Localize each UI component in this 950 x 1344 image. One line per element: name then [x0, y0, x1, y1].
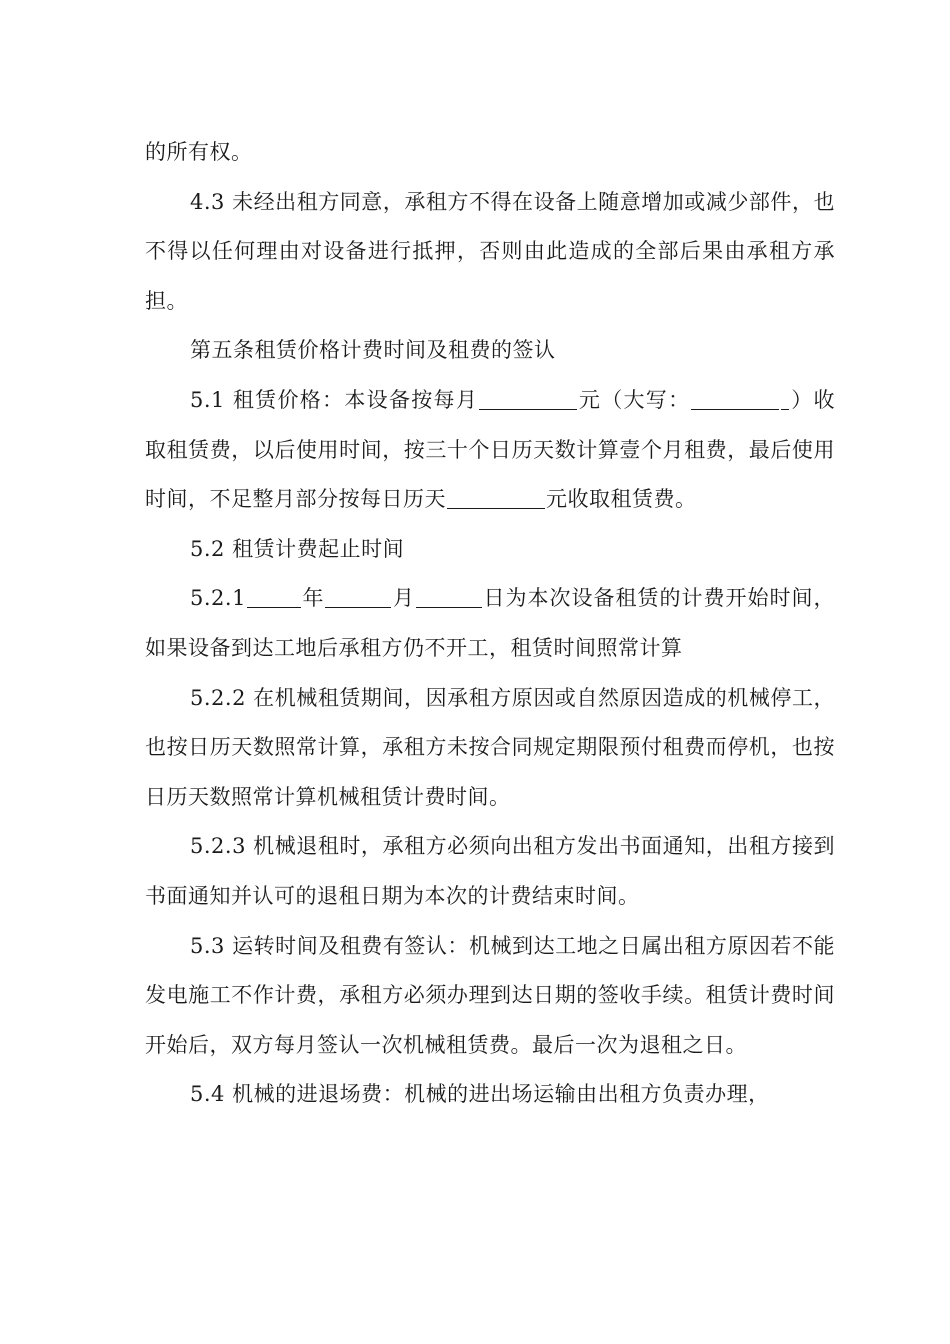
price-capital-blank[interactable]	[691, 387, 779, 410]
heading-text: 第五条租赁价格计费时间及租费的签认	[190, 338, 556, 363]
paragraph-4-3	[145, 178, 835, 327]
paragraph-text: 5.2.3 机械退租时，承租方必须向出租方发出书面通知，出租方接到书面通知并认可的退租日期为本次的计费结束时间。	[145, 834, 835, 908]
article-5-heading	[145, 326, 835, 376]
paragraph-5-2-3	[145, 822, 835, 921]
paragraph-text: 的所有权。	[145, 140, 253, 164]
paragraph-5-3	[145, 922, 835, 1071]
paragraph-text: 5.1 租赁价格：本设备按每月	[190, 387, 479, 412]
paragraph-text: ）收取租赁费，以后使用时间，按三十个日历天数计算壹个月租费，最后使用时间，不足整月部分按每日历天	[145, 387, 835, 512]
paragraph-text: 5.2 租赁计费起止时间	[190, 536, 405, 561]
paragraph-text: 5.2.2 在机械租赁期间，因承租方原因或自然原因造成的机械停工，也按日历天数照常计算，承租方未按合同规定期限预付租费而停机，也按日历天数照常计算机械租赁计费时间。	[145, 685, 835, 809]
start-month-blank[interactable]	[325, 585, 391, 608]
monthly-price-blank[interactable]	[479, 387, 577, 410]
paragraph-text: 5.4 机械的进退场费：机械的进出场运输由出租方负责办理，	[190, 1082, 770, 1107]
paragraph-5-4	[145, 1070, 835, 1120]
paragraph-5-2-2	[145, 674, 835, 823]
paragraph-text: 4.3 未经出租方同意，承租方不得在设备上随意增加或减少部件，也不得以任何理由对设备进行抵押，否则由此造成的全部后果由承租方承担。	[145, 189, 835, 313]
paragraph-text: 年	[301, 586, 325, 611]
paragraph-text: 元收取租赁费。	[546, 487, 697, 512]
paragraph-5-2-1	[145, 574, 835, 673]
price-capital-blank-tail[interactable]	[781, 387, 789, 410]
paragraph-5-2	[145, 525, 835, 575]
paragraph-text: 月	[392, 586, 415, 611]
paragraph-text: 5.3 运转时间及租费有签认：机械到达工地之日属出租方原因若不能发电施工不作计费，承租方必须办理到达日期的签收手续。租赁计费时间开始后，双方每月签认一次机械租赁费。最后一次为退租之日。	[145, 933, 835, 1057]
daily-price-blank[interactable]	[447, 486, 545, 509]
start-day-blank[interactable]	[416, 585, 482, 608]
paragraph-5-1	[145, 376, 835, 525]
paragraph-text: 日为本次设备租赁的计费开始时间，如果设备到达工地后承租方仍不开工，租赁时间照常计算	[145, 586, 836, 660]
paragraph-text: 5.2.1	[190, 586, 246, 611]
paragraph-text: 元（大写：	[578, 387, 691, 412]
start-year-blank[interactable]	[247, 585, 301, 608]
document-body	[145, 128, 835, 1120]
paragraph-ownership-end	[145, 128, 835, 178]
